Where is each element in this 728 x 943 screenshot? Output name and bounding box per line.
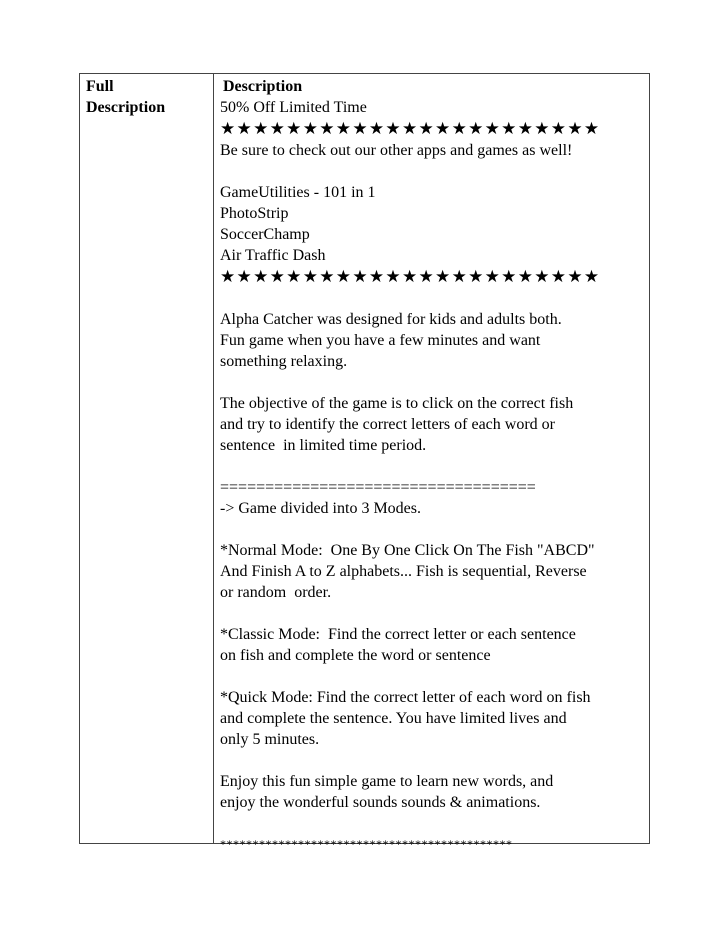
closing-line: Enjoy this fun simple game to learn new words, and: [220, 773, 554, 790]
classic-mode-line: *Classic Mode: Find the correct letter or each sentence: [220, 626, 576, 643]
quick-mode-line: and complete the sentence. You have limited lives and: [220, 710, 567, 727]
label-line-2: Description: [86, 99, 166, 116]
objective-line: The objective of the game is to click on the correct fish: [220, 395, 574, 412]
content-cell: [220, 76, 645, 855]
objective-line: sentence in limited time period.: [220, 437, 427, 454]
normal-mode-line: *Normal Mode: One By One Click On The Fish "ABCD": [220, 542, 595, 559]
modes-intro: -> Game divided into 3 Modes.: [220, 500, 421, 517]
normal-mode-line: And Finish A to Z alphabets... Fish is sequential, Reverse: [220, 563, 587, 580]
label-cell: [86, 76, 211, 118]
description-table: [79, 73, 650, 851]
stars-divider-top: ★★★★★★★★★★★★★★★★★★★★★★★: [220, 119, 601, 139]
quick-mode-line: *Quick Mode: Find the correct letter of each word on fish: [220, 689, 591, 706]
column-divider: [213, 74, 214, 843]
stars-divider-bottom: ★★★★★★★★★★★★★★★★★★★★★★★: [220, 267, 601, 287]
intro-line: Fun game when you have a few minutes and want: [220, 332, 541, 349]
normal-mode-line: or random order.: [220, 584, 332, 601]
app-item: PhotoStrip: [220, 205, 289, 222]
classic-mode-line: on fish and complete the word or sentence: [220, 647, 491, 664]
intro-line: something relaxing.: [220, 353, 348, 370]
quick-mode-line: only 5 minutes.: [220, 731, 320, 748]
offer-text: 50% Off Limited Time: [220, 99, 367, 116]
app-item: GameUtilities - 101 in 1: [220, 184, 376, 201]
asterisk-divider: *********************************************: [220, 837, 513, 851]
promo-text: Be sure to check out our other apps and games as well!: [220, 142, 573, 159]
app-item: Air Traffic Dash: [220, 247, 326, 264]
closing-line: enjoy the wonderful sounds sounds & animations.: [220, 794, 541, 811]
equals-divider: ===================================: [220, 479, 536, 496]
column-heading: Description: [223, 78, 303, 95]
intro-line: Alpha Catcher was designed for kids and adults both.: [220, 311, 562, 328]
label-line-1: Full: [86, 78, 114, 95]
app-item: SoccerChamp: [220, 226, 310, 243]
objective-line: and try to identify the correct letters of each word or: [220, 416, 555, 433]
